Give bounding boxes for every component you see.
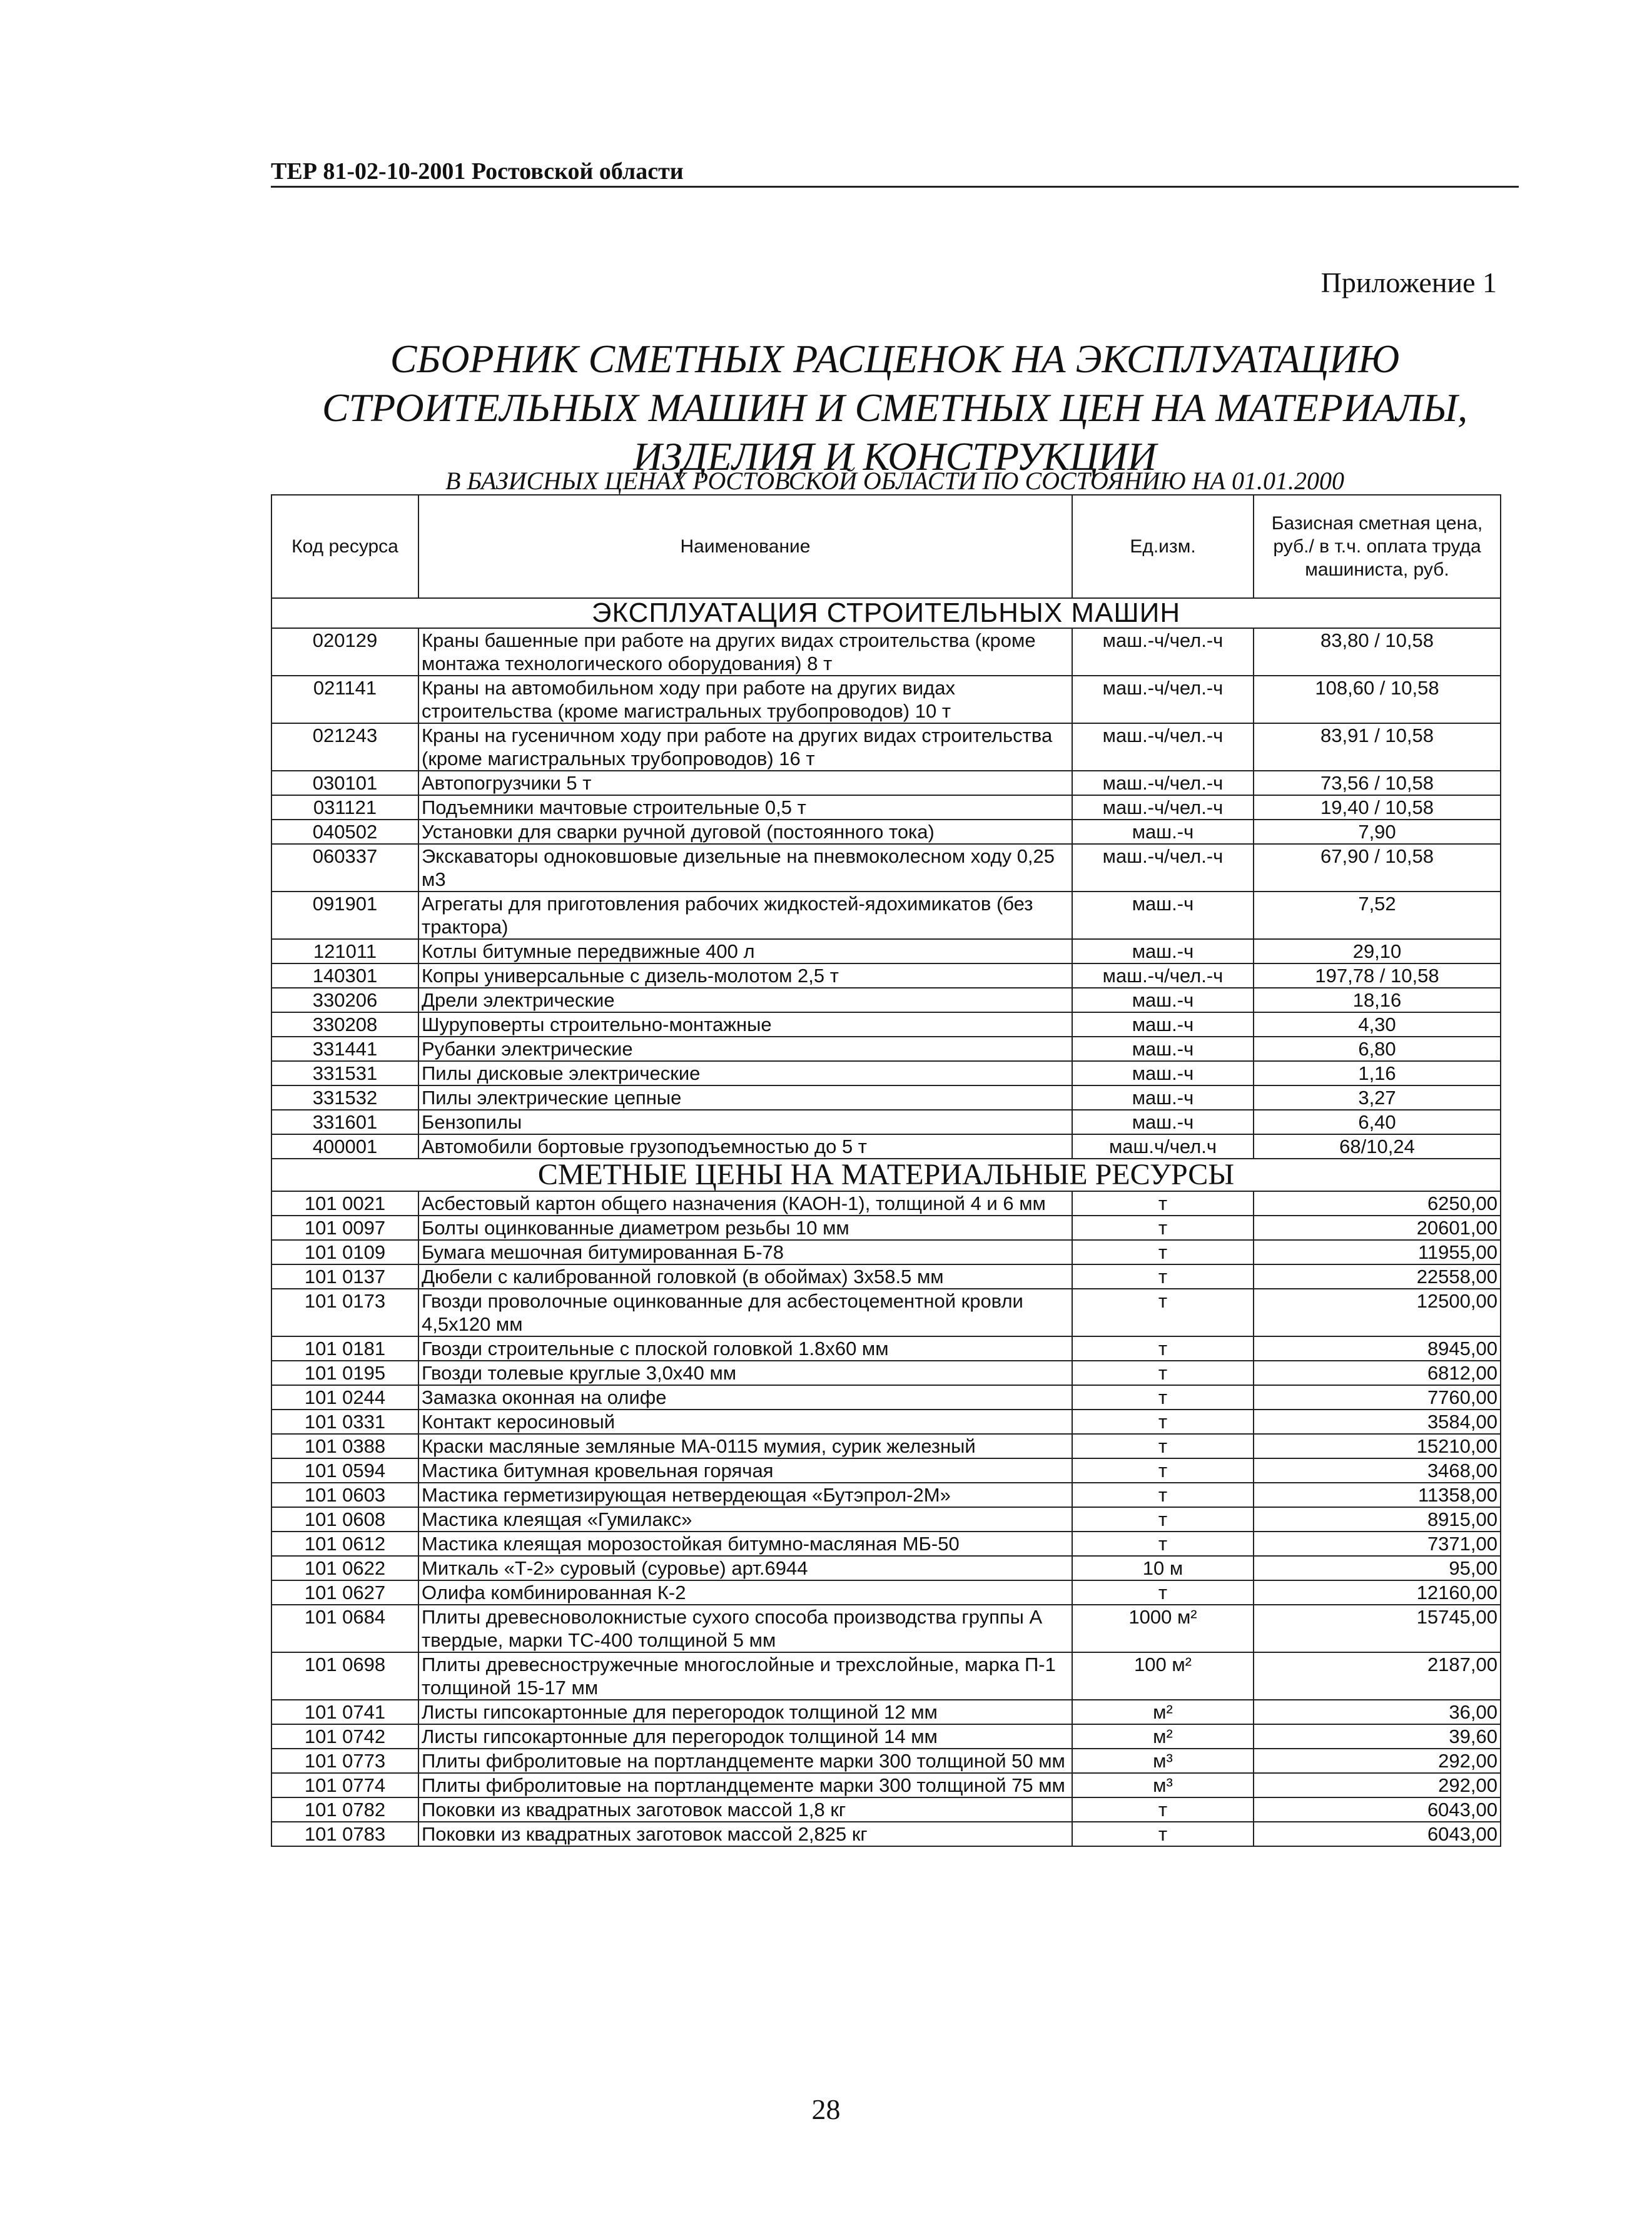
table-row xyxy=(271,1264,1501,1289)
resource-name: Бумага мешочная битумированная Б-78 xyxy=(418,1240,1072,1264)
resource-unit: т xyxy=(1072,1507,1254,1532)
resource-price: 15210,00 xyxy=(1254,1434,1501,1458)
resource-name: Бензопилы xyxy=(418,1110,1072,1134)
resource-code: 331601 xyxy=(271,1110,418,1134)
resource-price: 7,90 xyxy=(1254,820,1501,844)
table-body xyxy=(271,598,1501,1846)
section-materials xyxy=(271,1159,1501,1191)
resource-unit: т xyxy=(1072,1336,1254,1361)
table-row xyxy=(271,1580,1501,1605)
resource-code: 101 0195 xyxy=(271,1361,418,1385)
table-row xyxy=(271,1061,1501,1085)
resource-name: Замазка оконная на олифе xyxy=(418,1385,1072,1410)
resource-code: 101 0782 xyxy=(271,1797,418,1822)
resource-name: Пилы электрические цепные xyxy=(418,1085,1072,1110)
resource-code: 031121 xyxy=(271,795,418,820)
table-row xyxy=(271,1605,1501,1652)
resource-unit: маш.-ч xyxy=(1072,988,1254,1012)
resource-name: Шуруповерты строительно-монтажные xyxy=(418,1012,1072,1037)
table-row xyxy=(271,1700,1501,1724)
table-row xyxy=(271,1289,1501,1336)
resource-name: Миткаль «Т-2» суровый (суровье) арт.6944 xyxy=(418,1556,1072,1580)
resource-name: Подъемники мачтовые строительные 0,5 т xyxy=(418,795,1072,820)
resource-name: Копры универсальные с дизель-молотом 2,5 т xyxy=(418,963,1072,988)
resource-name: Автомобили бортовые грузоподъемностью до 5 т xyxy=(418,1134,1072,1159)
resource-code: 101 0608 xyxy=(271,1507,418,1532)
resource-name: Пилы дисковые электрические xyxy=(418,1061,1072,1085)
resource-unit: т xyxy=(1072,1385,1254,1410)
resource-name: Гвозди толевые круглые 3,0х40 мм xyxy=(418,1361,1072,1385)
resource-unit: маш.-ч/чел.-ч xyxy=(1072,963,1254,988)
resource-price: 68/10,24 xyxy=(1254,1134,1501,1159)
resource-name: Экскаваторы одноковшовые дизельные на пневмоколесном ходу 0,25 м3 xyxy=(418,844,1072,892)
resource-name: Краны башенные при работе на других видах строительства (кроме монтажа технологического оборудования) 8 т xyxy=(418,628,1072,676)
resource-code: 101 0331 xyxy=(271,1410,418,1434)
resource-code: 101 0612 xyxy=(271,1532,418,1556)
table-row xyxy=(271,1532,1501,1556)
table-row xyxy=(271,1012,1501,1037)
resource-name: Контакт керосиновый xyxy=(418,1410,1072,1434)
resource-code: 060337 xyxy=(271,844,418,892)
resource-code: 121011 xyxy=(271,939,418,963)
resource-price: 83,80 / 10,58 xyxy=(1254,628,1501,676)
resource-unit: маш.-ч/чел.-ч xyxy=(1072,676,1254,723)
table-row xyxy=(271,1724,1501,1749)
resource-name: Листы гипсокартонные для перегородок толщиной 14 мм xyxy=(418,1724,1072,1749)
resource-code: 101 0173 xyxy=(271,1289,418,1336)
resource-price: 7,52 xyxy=(1254,892,1501,939)
resource-code: 101 0109 xyxy=(271,1240,418,1264)
resource-unit: т xyxy=(1072,1191,1254,1216)
resource-price: 15745,00 xyxy=(1254,1605,1501,1652)
resource-price: 4,30 xyxy=(1254,1012,1501,1037)
table-row xyxy=(271,1434,1501,1458)
document-subtitle: В БАЗИСНЫХ ЦЕНАХ РОСТОВСКОЙ ОБЛАСТИ ПО СОСТОЯНИЮ НА 01.01.2000 xyxy=(445,467,1344,495)
resource-unit: маш.-ч/чел.-ч xyxy=(1072,795,1254,820)
resource-unit: т xyxy=(1072,1483,1254,1507)
table-row xyxy=(271,820,1501,844)
resource-price: 12500,00 xyxy=(1254,1289,1501,1336)
table-header-row xyxy=(271,495,1501,598)
resource-unit: маш.-ч xyxy=(1072,1012,1254,1037)
resource-price: 12160,00 xyxy=(1254,1580,1501,1605)
table-row xyxy=(271,1085,1501,1110)
resource-name: Мастика клеящая «Гумилакс» xyxy=(418,1507,1072,1532)
table-row xyxy=(271,1458,1501,1483)
resource-unit: т xyxy=(1072,1532,1254,1556)
table-row xyxy=(271,844,1501,892)
resource-name: Поковки из квадратных заготовок массой 2,825 кг xyxy=(418,1822,1072,1846)
resource-price: 36,00 xyxy=(1254,1700,1501,1724)
resource-price: 2187,00 xyxy=(1254,1652,1501,1700)
resource-code: 331532 xyxy=(271,1085,418,1110)
table-row xyxy=(271,1556,1501,1580)
resource-unit: м³ xyxy=(1072,1773,1254,1797)
resource-unit: маш.-ч xyxy=(1072,1037,1254,1061)
resource-unit: м² xyxy=(1072,1724,1254,1749)
resource-price: 11955,00 xyxy=(1254,1240,1501,1264)
header-code: Код ресурса xyxy=(271,495,418,598)
title-line-2: СТРОИТЕЛЬНЫХ МАШИН И СМЕТНЫХ ЦЕН НА МАТЕРИАЛЫ, xyxy=(322,385,1468,430)
resource-code: 101 0388 xyxy=(271,1434,418,1458)
resource-code: 331531 xyxy=(271,1061,418,1085)
resource-code: 140301 xyxy=(271,963,418,988)
resource-unit: маш.ч/чел.ч xyxy=(1072,1134,1254,1159)
table-row xyxy=(271,1191,1501,1216)
resource-unit: т xyxy=(1072,1822,1254,1846)
resource-name: Дрели электрические xyxy=(418,988,1072,1012)
table-row xyxy=(271,1134,1501,1159)
resource-code: 030101 xyxy=(271,771,418,795)
resource-price: 7371,00 xyxy=(1254,1532,1501,1556)
resource-code: 101 0742 xyxy=(271,1724,418,1749)
resource-price: 18,16 xyxy=(1254,988,1501,1012)
resource-unit: т xyxy=(1072,1216,1254,1240)
resource-price: 39,60 xyxy=(1254,1724,1501,1749)
resource-name: Асбестовый картон общего назначения (КАОН-1), толщиной 4 и 6 мм xyxy=(418,1191,1072,1216)
resource-unit: м³ xyxy=(1072,1749,1254,1773)
resource-name: Плиты фибролитовые на портландцементе марки 300 толщиной 75 мм xyxy=(418,1773,1072,1797)
resource-name: Дюбели с калиброванной головкой (в обоймах) 3х58.5 мм xyxy=(418,1264,1072,1289)
resource-price: 20601,00 xyxy=(1254,1216,1501,1240)
resource-price: 108,60 / 10,58 xyxy=(1254,676,1501,723)
resource-name: Гвозди проволочные оцинкованные для асбестоцементной кровли 4,5х120 мм xyxy=(418,1289,1072,1336)
resource-code: 330206 xyxy=(271,988,418,1012)
resource-unit: маш.-ч/чел.-ч xyxy=(1072,771,1254,795)
resource-price: 6,80 xyxy=(1254,1037,1501,1061)
resource-code: 101 0181 xyxy=(271,1336,418,1361)
table-row xyxy=(271,1110,1501,1134)
resource-price: 73,56 / 10,58 xyxy=(1254,771,1501,795)
resource-price: 8915,00 xyxy=(1254,1507,1501,1532)
resource-price: 11358,00 xyxy=(1254,1483,1501,1507)
resource-price: 3584,00 xyxy=(1254,1410,1501,1434)
resource-unit: маш.-ч/чел.-ч xyxy=(1072,844,1254,892)
resource-name: Мастика битумная кровельная горячая xyxy=(418,1458,1072,1483)
resource-price: 3,27 xyxy=(1254,1085,1501,1110)
resource-unit: т xyxy=(1072,1240,1254,1264)
resource-price: 6812,00 xyxy=(1254,1361,1501,1385)
resource-code: 101 0097 xyxy=(271,1216,418,1240)
table-row xyxy=(271,1507,1501,1532)
table-row xyxy=(271,963,1501,988)
resource-name: Плиты фибролитовые на портландцементе марки 300 толщиной 50 мм xyxy=(418,1749,1072,1773)
resource-unit: 10 м xyxy=(1072,1556,1254,1580)
table-row xyxy=(271,1822,1501,1846)
resource-unit: маш.-ч xyxy=(1072,820,1254,844)
resource-price: 3468,00 xyxy=(1254,1458,1501,1483)
resource-unit: м² xyxy=(1072,1700,1254,1724)
table-row xyxy=(271,1652,1501,1700)
resource-price: 19,40 / 10,58 xyxy=(1254,795,1501,820)
resource-name: Гвозди строительные с плоской головкой 1.8х60 мм xyxy=(418,1336,1072,1361)
resource-name: Краны на гусеничном ходу при работе на других видах строительства (кроме магистральных трубопроводов) 16 т xyxy=(418,723,1072,771)
resource-price: 1,16 xyxy=(1254,1061,1501,1085)
resource-code: 101 0774 xyxy=(271,1773,418,1797)
table-row xyxy=(271,1773,1501,1797)
table-row xyxy=(271,723,1501,771)
resource-code: 101 0622 xyxy=(271,1556,418,1580)
section-materials-title: СМЕТНЫЕ ЦЕНЫ НА МАТЕРИАЛЬНЫЕ РЕСУРСЫ xyxy=(271,1159,1501,1191)
resource-name: Болты оцинкованные диаметром резьбы 10 мм xyxy=(418,1216,1072,1240)
title-line-3: ИЗДЕЛИЯ И КОНСТРУКЦИИ xyxy=(633,434,1157,479)
resource-code: 101 0021 xyxy=(271,1191,418,1216)
table-row xyxy=(271,1216,1501,1240)
resource-code: 021243 xyxy=(271,723,418,771)
resource-price: 29,10 xyxy=(1254,939,1501,963)
table-row xyxy=(271,1336,1501,1361)
resource-code: 101 0741 xyxy=(271,1700,418,1724)
resource-unit: маш.-ч xyxy=(1072,1061,1254,1085)
document-title xyxy=(271,335,1519,481)
resource-code: 400001 xyxy=(271,1134,418,1159)
resource-unit: маш.-ч xyxy=(1072,1110,1254,1134)
resource-price: 67,90 / 10,58 xyxy=(1254,844,1501,892)
resource-price: 7760,00 xyxy=(1254,1385,1501,1410)
resource-name: Мастика герметизирующая нетвердеющая «Бутэпрол-2М» xyxy=(418,1483,1072,1507)
table-row xyxy=(271,1749,1501,1773)
resource-name: Поковки из квадратных заготовок массой 1,8 кг xyxy=(418,1797,1072,1822)
appendix-label: Приложение 1 xyxy=(1320,267,1497,298)
resource-code: 101 0684 xyxy=(271,1605,418,1652)
table-row xyxy=(271,892,1501,939)
resource-price: 6043,00 xyxy=(1254,1822,1501,1846)
resource-unit: т xyxy=(1072,1580,1254,1605)
price-table xyxy=(271,494,1501,1847)
header-price: Базисная сметная цена, руб./ в т.ч. оплата труда машиниста, руб. xyxy=(1254,495,1501,598)
resource-unit: т xyxy=(1072,1410,1254,1434)
section-machines xyxy=(271,598,1501,628)
resource-unit: маш.-ч xyxy=(1072,892,1254,939)
table-row xyxy=(271,939,1501,963)
resource-code: 091901 xyxy=(271,892,418,939)
resource-name: Мастика клеящая морозостойкая битумно-масляная МБ-50 xyxy=(418,1532,1072,1556)
resource-name: Автопогрузчики 5 т xyxy=(418,771,1072,795)
header-rule xyxy=(271,186,1519,188)
resource-price: 6,40 xyxy=(1254,1110,1501,1134)
resource-price: 83,91 / 10,58 xyxy=(1254,723,1501,771)
page-number: 28 xyxy=(811,2093,841,2125)
table-row xyxy=(271,1361,1501,1385)
table-row xyxy=(271,1385,1501,1410)
resource-code: 101 0244 xyxy=(271,1385,418,1410)
resource-name: Установки для сварки ручной дуговой (постоянного тока) xyxy=(418,820,1072,844)
resource-code: 331441 xyxy=(271,1037,418,1061)
resource-name: Олифа комбинированная К-2 xyxy=(418,1580,1072,1605)
resource-unit: 100 м² xyxy=(1072,1652,1254,1700)
resource-code: 020129 xyxy=(271,628,418,676)
header-name: Наименование xyxy=(418,495,1072,598)
header-unit: Ед.изм. xyxy=(1072,495,1254,598)
resource-code: 101 0773 xyxy=(271,1749,418,1773)
table-row xyxy=(271,1797,1501,1822)
resource-code: 101 0137 xyxy=(271,1264,418,1289)
resource-code: 101 0627 xyxy=(271,1580,418,1605)
resource-unit: т xyxy=(1072,1289,1254,1336)
resource-unit: т xyxy=(1072,1264,1254,1289)
resource-price: 6043,00 xyxy=(1254,1797,1501,1822)
resource-code: 101 0783 xyxy=(271,1822,418,1846)
resource-code: 101 0603 xyxy=(271,1483,418,1507)
resource-unit: маш.-ч/чел.-ч xyxy=(1072,628,1254,676)
section-machines-title: ЭКСПЛУАТАЦИЯ СТРОИТЕЛЬНЫХ МАШИН xyxy=(271,598,1501,628)
table-row xyxy=(271,1410,1501,1434)
resource-code: 021141 xyxy=(271,676,418,723)
table-row xyxy=(271,628,1501,676)
table-row xyxy=(271,988,1501,1012)
resource-name: Котлы битумные передвижные 400 л xyxy=(418,939,1072,963)
resource-unit: маш.-ч xyxy=(1072,1085,1254,1110)
resource-unit: т xyxy=(1072,1361,1254,1385)
document-header: ТЕР 81-02-10-2001 Ростовской области xyxy=(271,158,684,185)
resource-price: 22558,00 xyxy=(1254,1264,1501,1289)
table-row xyxy=(271,795,1501,820)
resource-price: 95,00 xyxy=(1254,1556,1501,1580)
resource-name: Агрегаты для приготовления рабочих жидкостей-ядохимикатов (без трактора) xyxy=(418,892,1072,939)
table-row xyxy=(271,771,1501,795)
title-line-1: СБОРНИК СМЕТНЫХ РАСЦЕНОК НА ЭКСПЛУАТАЦИЮ xyxy=(390,337,1400,381)
resource-unit: маш.-ч/чел.-ч xyxy=(1072,723,1254,771)
resource-code: 330208 xyxy=(271,1012,418,1037)
resource-name: Рубанки электрические xyxy=(418,1037,1072,1061)
resource-name: Краски масляные земляные МА-0115 мумия, сурик железный xyxy=(418,1434,1072,1458)
resource-price: 8945,00 xyxy=(1254,1336,1501,1361)
resource-price: 292,00 xyxy=(1254,1749,1501,1773)
resource-price: 197,78 / 10,58 xyxy=(1254,963,1501,988)
table-row xyxy=(271,1240,1501,1264)
resource-code: 101 0594 xyxy=(271,1458,418,1483)
resource-unit: т xyxy=(1072,1797,1254,1822)
resource-name: Краны на автомобильном ходу при работе на других видах строительства (кроме магистральных трубопроводов) 10 т xyxy=(418,676,1072,723)
resource-code: 101 0698 xyxy=(271,1652,418,1700)
resource-unit: маш.-ч xyxy=(1072,939,1254,963)
resource-name: Плиты древесноволокнистые сухого способа производства группы А твердые, марки ТС-400 толщиной 5 мм xyxy=(418,1605,1072,1652)
resource-name: Листы гипсокартонные для перегородок толщиной 12 мм xyxy=(418,1700,1072,1724)
resource-price: 6250,00 xyxy=(1254,1191,1501,1216)
resource-unit: т xyxy=(1072,1434,1254,1458)
table-row xyxy=(271,1037,1501,1061)
resource-price: 292,00 xyxy=(1254,1773,1501,1797)
resource-code: 040502 xyxy=(271,820,418,844)
resource-name: Плиты древесностружечные многослойные и трехслойные, марка П-1 толщиной 15-17 мм xyxy=(418,1652,1072,1700)
table-row xyxy=(271,676,1501,723)
table-row xyxy=(271,1483,1501,1507)
resource-unit: 1000 м² xyxy=(1072,1605,1254,1652)
resource-unit: т xyxy=(1072,1458,1254,1483)
